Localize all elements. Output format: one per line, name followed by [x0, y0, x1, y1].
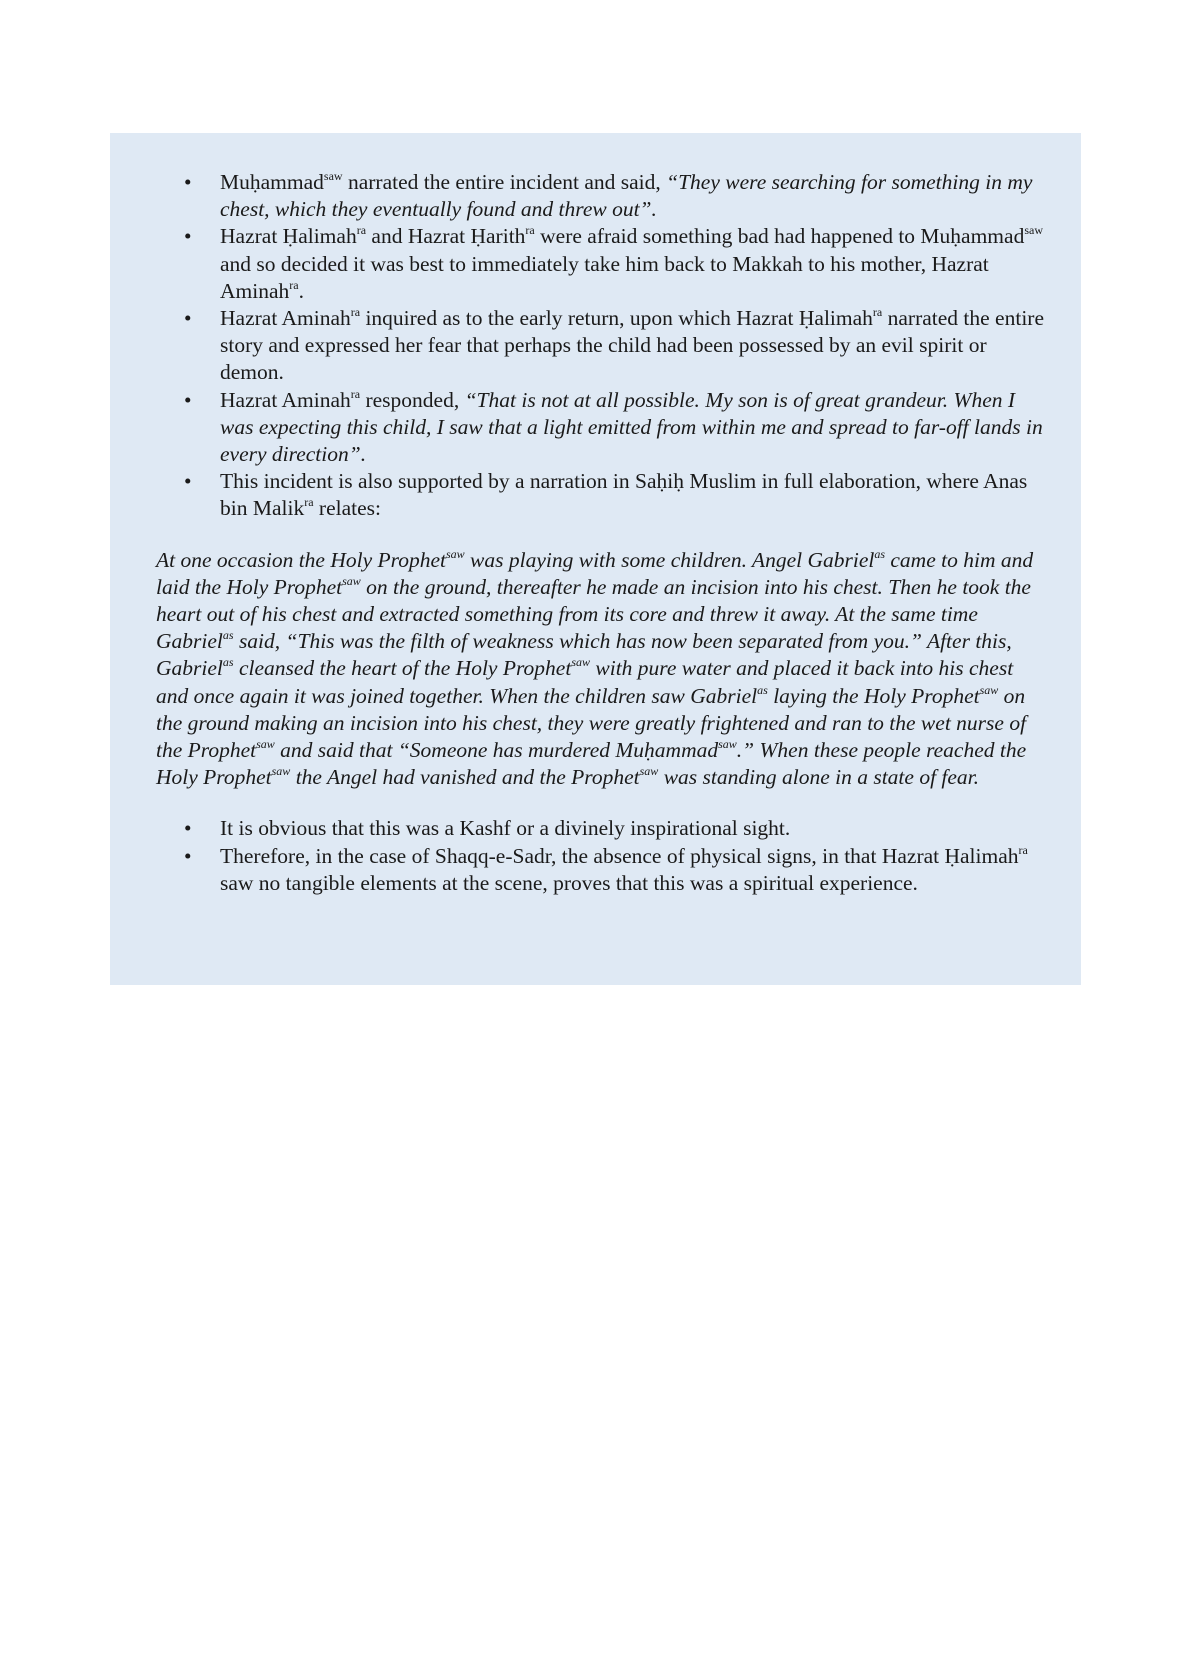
honorific-superscript: as [757, 682, 768, 697]
text-run: Hazrat Aminah [220, 387, 351, 412]
bullet-item [184, 386, 1049, 469]
text-run: was playing with some children. Angel Gabriel [464, 547, 875, 572]
text-run: cleansed the heart of the Holy Prophet [233, 656, 572, 681]
italic-quote-text: “They were searching for something in my chest, which they eventually found and threw out”. [220, 170, 1033, 222]
bullet-icon: • [184, 170, 192, 194]
honorific-superscript: saw [979, 682, 999, 697]
text-run: This incident is also supported by a narration in Saḥiḥ Muslim in full elaboration, where Anas bin Malik [220, 469, 1028, 521]
text-run: on the ground, thereafter he made an incision into his chest. Then he took the heart out of his chest and extracted something from its core and threw it away. At the same time Gabriel [156, 574, 1031, 654]
text-run: Hazrat Ḥalimah [220, 224, 357, 249]
text-run: said, “This was the filth of weakness which has now been separated from you.” After this, Gabriel [156, 629, 1012, 681]
text-run: with pure water and placed it back into his chest and once again it was joined together. When the children saw Gabriel [156, 656, 1014, 708]
text-run: narrated the entire incident and said, [342, 170, 667, 194]
text-run: and so decided it was best to immediately take him back to Makkah to his mother, Hazrat Aminah [220, 251, 989, 303]
bullet-icon: • [184, 306, 192, 331]
text-run: inquired as to the early return, upon which Hazrat Ḥalimah [360, 306, 873, 331]
honorific-superscript: saw [1024, 223, 1043, 238]
honorific-superscript: as [874, 546, 886, 561]
honorific-superscript: saw [639, 764, 659, 779]
honorific-superscript: saw [445, 546, 465, 561]
bullet-icon: • [184, 469, 192, 494]
bullet-list-top [156, 169, 1049, 523]
text-run: Muḥammad [220, 170, 324, 194]
honorific-superscript: saw [323, 169, 343, 183]
text-run: laying the Holy Prophet [767, 683, 980, 708]
text-run: relates: [313, 496, 381, 521]
text-run: It is obvious that this was a Kashf or a divinely inspirational sight. [220, 816, 791, 841]
bullet-item [184, 305, 1049, 387]
bullet-item [184, 223, 1049, 305]
honorific-superscript: ra [525, 223, 535, 238]
honorific-superscript: saw [342, 573, 361, 588]
text-run: came to him and laid the Holy Prophet [156, 547, 1034, 599]
text-run: saw no tangible elements at the scene, proves that this was a spiritual experience. [220, 870, 918, 895]
text-run: and Hazrat Ḥarith [366, 224, 526, 249]
bullet-item [184, 815, 1049, 842]
honorific-superscript: ra [304, 495, 314, 510]
bullet-icon: • [184, 387, 192, 412]
bullet-item [184, 468, 1049, 522]
bullet-icon: • [184, 843, 192, 868]
text-run: At one occasion the Holy Prophet [156, 547, 446, 572]
honorific-superscript: as [222, 628, 234, 643]
honorific-superscript: saw [571, 655, 590, 670]
text-run: narrated the entire story and expressed her fear that perhaps the child had been possessed by an evil spirit or demon. [220, 306, 1045, 385]
honorific-superscript: ra [350, 305, 361, 320]
bullet-icon: • [184, 816, 192, 841]
honorific-superscript: saw [271, 764, 291, 779]
honorific-superscript: as [222, 655, 234, 670]
honorific-superscript: saw [718, 737, 737, 752]
text-run: responded, [360, 387, 465, 412]
honorific-superscript: ra [289, 277, 299, 292]
bullet-icon: • [184, 224, 192, 249]
honorific-superscript: saw [256, 737, 275, 752]
text-run: Hazrat Aminah [220, 306, 351, 331]
content-panel [110, 133, 1081, 985]
hadith-quote [156, 547, 1049, 792]
text-run: . [298, 278, 304, 303]
bullet-item [184, 169, 1049, 223]
text-run: Therefore, in the case of Shaqq-e-Sadr, the absence of physical signs, in that Hazrat Ḥalimah [220, 843, 1019, 868]
italic-quote-text: “That is not at all possible. My son is of great grandeur. When I was expecting this child, I saw that a light emitted from within me and spread to far-off lands in every direction”. [220, 387, 1043, 467]
text-run: were afraid something bad had happened to Muḥammad [534, 224, 1025, 249]
text-run: .” When these people reached the Holy Prophet [156, 738, 1027, 790]
text-run: the Angel had vanished and the Prophet [290, 765, 640, 790]
text-run: and said that “Someone has murdered Muḥammad [274, 738, 719, 763]
honorific-superscript: ra [356, 223, 367, 238]
text-run: on the ground making an incision into his chest, they were greatly frightened and ran to the wet nurse of the Prophet [156, 683, 1027, 763]
bullet-list-bottom [156, 815, 1049, 897]
honorific-superscript: ra [872, 305, 883, 320]
text-run: was standing alone in a state of fear. [658, 765, 980, 790]
honorific-superscript: ra [1018, 842, 1028, 857]
bullet-item [184, 842, 1049, 897]
honorific-superscript: ra [350, 386, 361, 401]
